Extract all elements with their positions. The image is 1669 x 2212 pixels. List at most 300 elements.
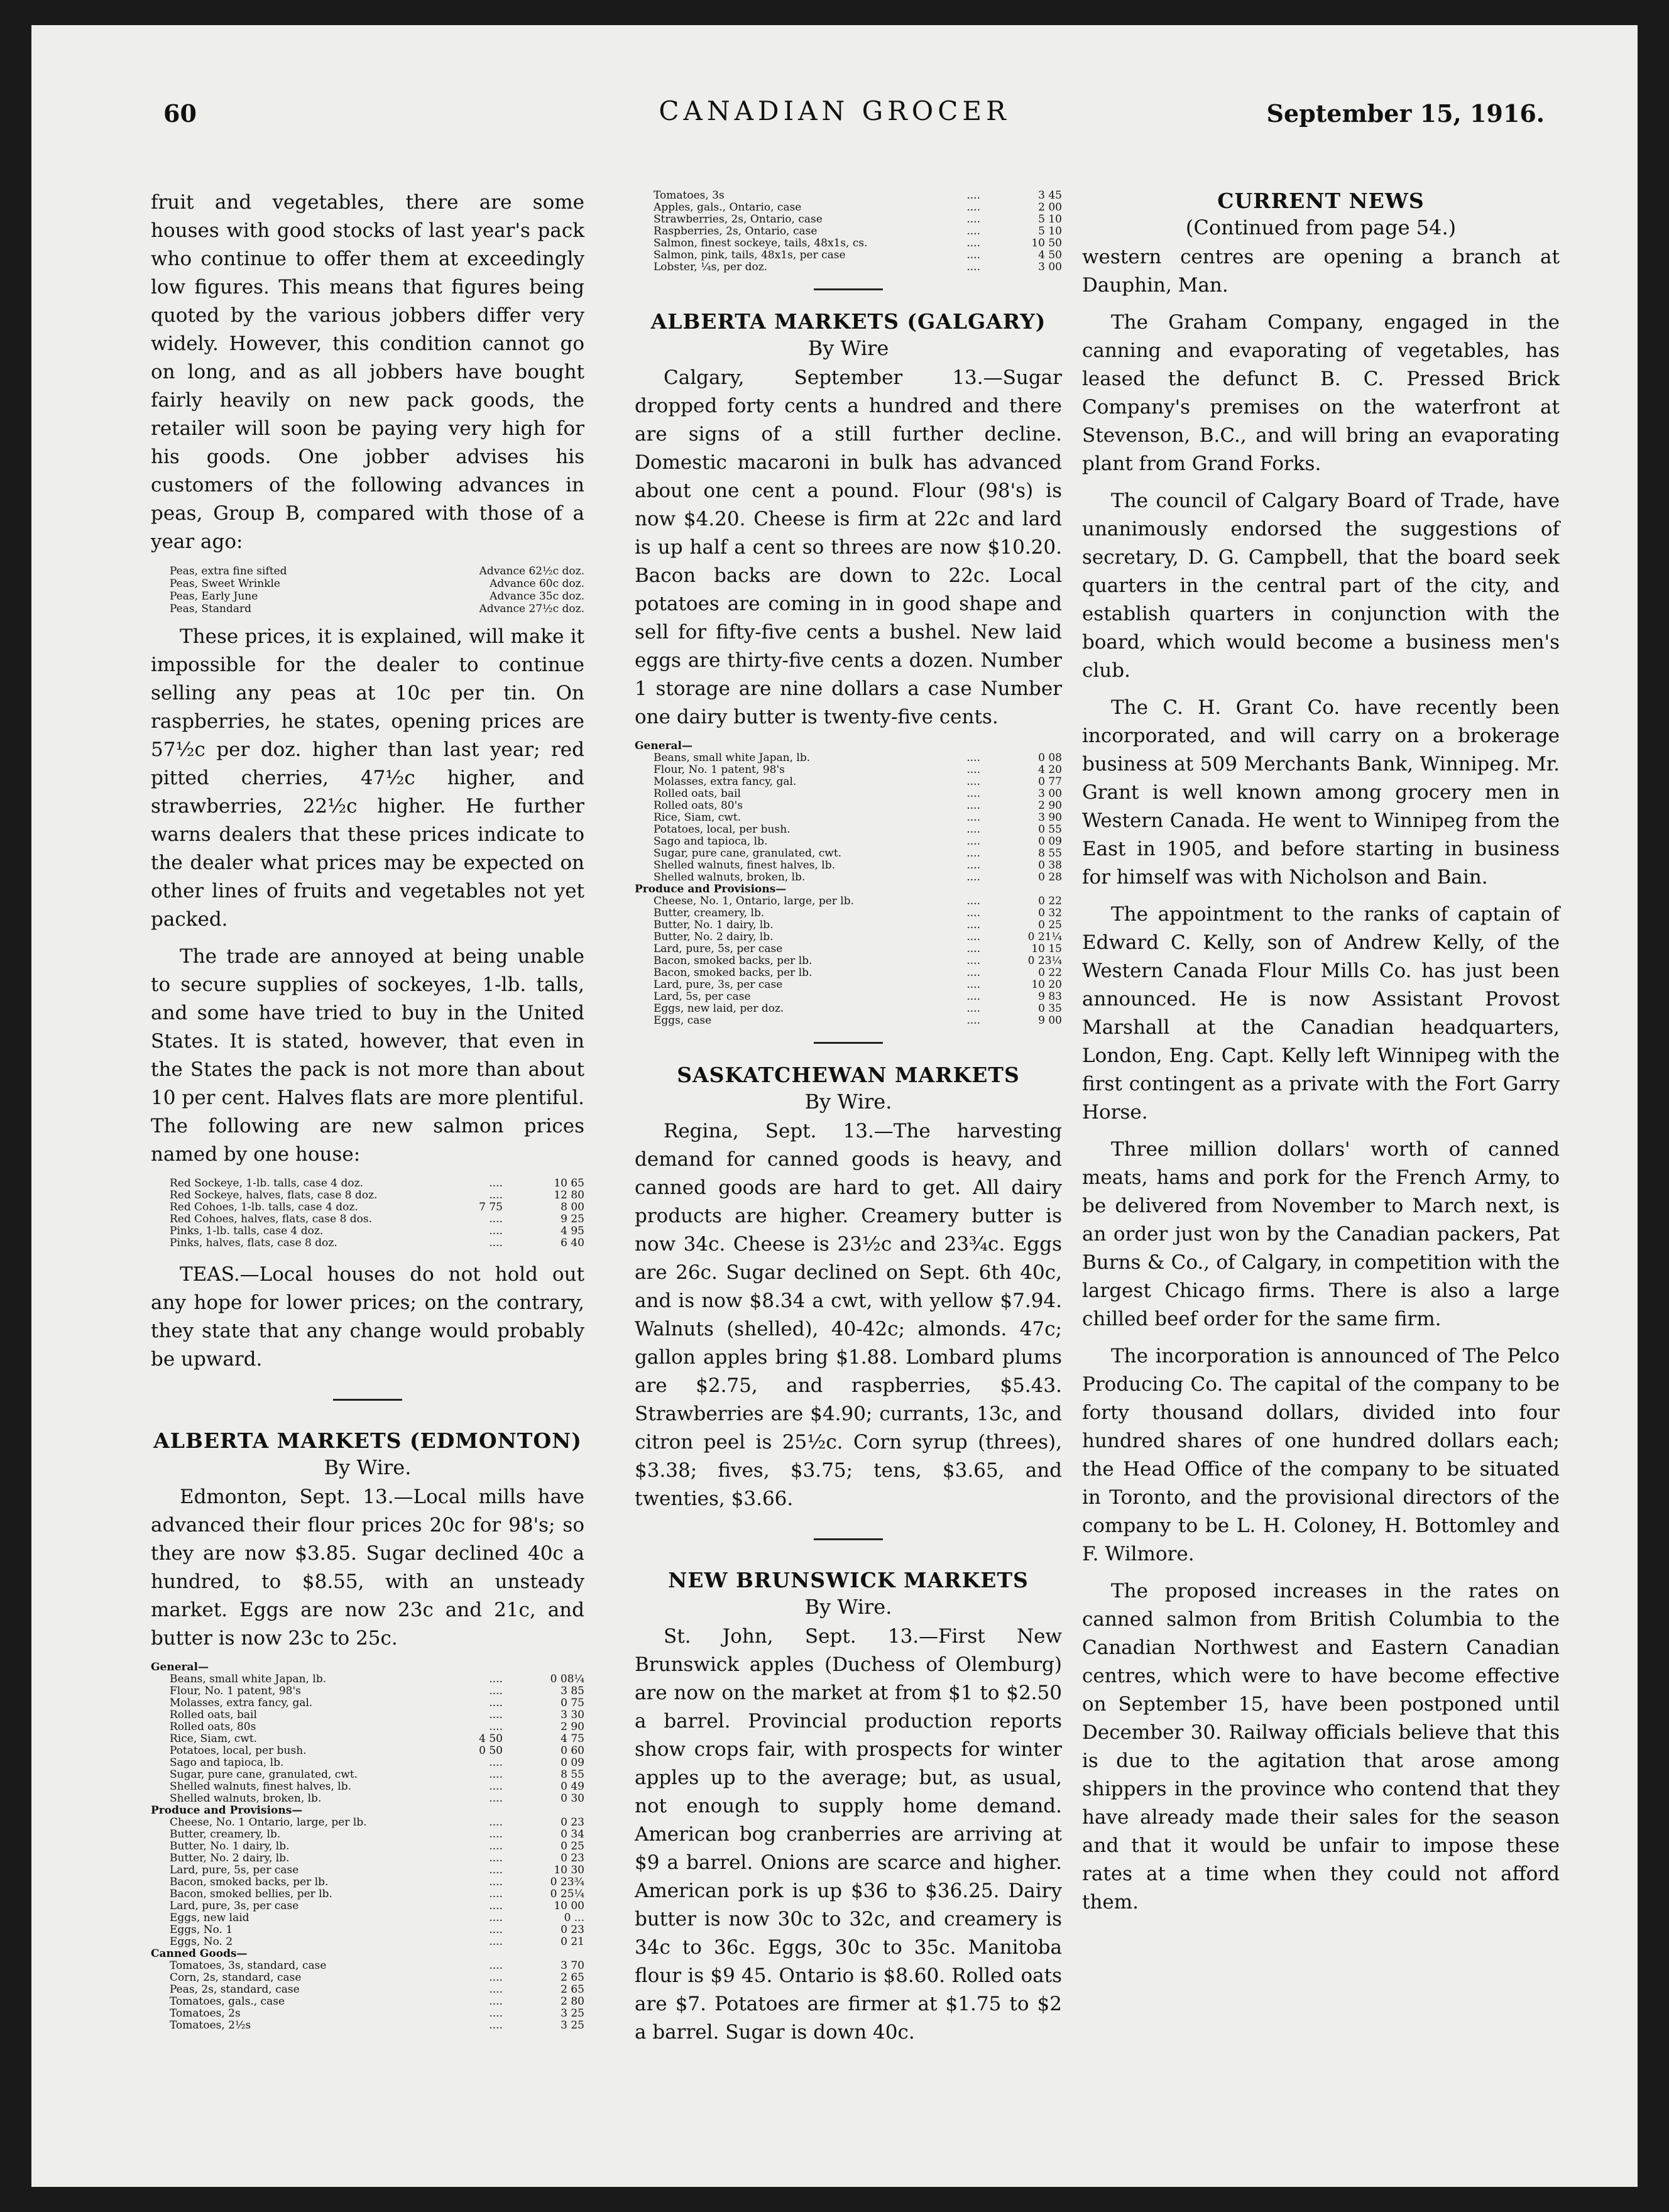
byline: By Wire. — [804, 1595, 892, 1619]
price-dots — [980, 752, 1018, 764]
price-low: .... — [489, 1888, 503, 1900]
price-low: .... — [489, 1213, 503, 1225]
price-dots — [980, 764, 1018, 776]
price-item-label: Rolled oats, bail — [654, 787, 741, 800]
price-item-label: Rice, Siam, cwt. — [654, 811, 741, 824]
price-low: .... — [489, 1864, 503, 1876]
price-dots — [980, 848, 1018, 860]
price-low: .... — [966, 859, 980, 872]
price-high: 3 25 — [561, 2019, 584, 2032]
section-divider — [333, 1399, 402, 1401]
price-row — [151, 1972, 584, 1984]
price-item-label: Potatoes, local, per bush. — [170, 1744, 307, 1757]
price-row — [151, 1936, 584, 1948]
price-item-label: Eggs, No. 1 — [170, 1924, 233, 1936]
price-row — [151, 1996, 584, 2008]
price-dots — [503, 1876, 540, 1888]
price-high: 0 21¼ — [1027, 931, 1062, 943]
price-high: 5 10 — [1038, 213, 1062, 226]
price-low: .... — [966, 919, 980, 931]
price-row — [635, 788, 1062, 800]
price-row — [151, 1781, 584, 1793]
price-low: .... — [489, 1768, 503, 1781]
price-high: 0 23 — [561, 1852, 584, 1864]
price-item-label: Lard, pure, 3s, per case — [170, 1900, 299, 1912]
price-high: 0 25¼ — [550, 1888, 584, 1900]
price-high: 2 65 — [561, 1971, 584, 1984]
price-high: 2 00 — [1038, 201, 1062, 214]
article-paragraph: Regina, Sept. 13.—The harvesting demand for canned goods is heavy, and canned goods are hard to get. All dairy products are higher. Creamery butter is now 34c. Cheese is 23½c and 23¾c. Eggs are 26c. Sugar declined on Sept. 6th 40c, and is now $8.34 a cwt, with yellow $7.94. Walnuts (shelled), 40-42c; almonds. 47c; gallon apples bring $1.88. Lombard plums are $2.75, and raspberries, $5.43. Strawberries are $4.90; currants, 13c, and citron peel is 25½c. Corn syrup (threes), $3.38; fives, $3.75; tens, $3.65, and twenties, $3.66. — [635, 1120, 1062, 1510]
price-low: .... — [966, 225, 980, 238]
price-dots — [503, 1829, 540, 1841]
price-item-label: Shelled walnuts, broken, lb. — [654, 871, 806, 884]
price-row — [151, 1864, 584, 1876]
calgary-price-table — [635, 740, 1062, 1027]
price-row — [151, 1984, 584, 1996]
price-item-label: Butter, No. 2 dairy, lb. — [654, 931, 774, 943]
salmon-price-table — [151, 1178, 584, 1249]
price-low: .... — [966, 907, 980, 919]
price-low: .... — [489, 1959, 503, 1972]
price-row — [635, 872, 1062, 884]
price-row — [635, 848, 1062, 860]
price-row — [635, 1015, 1062, 1027]
price-dots — [980, 190, 1018, 202]
price-high: 2 90 — [1038, 799, 1062, 812]
price-item-label: Rolled oats, 80s — [170, 1721, 256, 1733]
price-item-label: Raspberries, 2s, Ontario, case — [654, 225, 818, 238]
price-row — [151, 1793, 584, 1805]
price-low: .... — [489, 1912, 503, 1924]
price-low: .... — [966, 787, 980, 800]
price-row — [151, 1900, 584, 1912]
price-dots — [503, 1697, 540, 1709]
price-high: 4 95 — [561, 1225, 584, 1237]
price-high: 3 85 — [561, 1685, 584, 1697]
price-item-label: Butter, creamery, lb. — [170, 1828, 281, 1841]
price-low: .... — [966, 931, 980, 943]
price-high: 6 40 — [561, 1237, 584, 1249]
price-group-label: Produce and Provisions— — [635, 883, 787, 895]
price-low: .... — [489, 1840, 503, 1853]
advance-value: Advance 35c doz. — [490, 590, 584, 603]
price-item-label: Peas, Sweet Wrinkle — [170, 578, 280, 590]
price-high: 0 34 — [561, 1828, 584, 1841]
price-row — [151, 1709, 584, 1721]
price-dots — [503, 1733, 540, 1745]
price-row — [635, 943, 1062, 955]
price-row — [151, 2008, 584, 2020]
price-row — [635, 261, 1062, 273]
price-low: .... — [489, 1673, 503, 1685]
price-dots — [503, 1673, 540, 1685]
price-row — [151, 1924, 584, 1936]
price-low: .... — [966, 871, 980, 884]
price-dots — [980, 226, 1018, 238]
price-low: .... — [966, 1002, 980, 1015]
section-subheading: (Continued from page 54.) — [1185, 216, 1457, 239]
page-number: 60 — [163, 99, 197, 128]
price-dots — [503, 1960, 540, 1972]
price-high: 0 35 — [1038, 1002, 1062, 1015]
price-item-label: Shelled walnuts, finest halves, lb. — [654, 859, 836, 872]
price-row — [635, 1003, 1062, 1015]
price-high: 8 55 — [1038, 847, 1062, 860]
price-row — [635, 214, 1062, 226]
price-high: 12 80 — [554, 1189, 584, 1202]
price-row — [151, 1673, 584, 1685]
price-dots — [503, 1853, 540, 1864]
price-low: .... — [966, 764, 980, 776]
price-item-label: Molasses, extra fancy, gal. — [170, 1697, 313, 1709]
price-row — [635, 238, 1062, 249]
price-low: .... — [966, 189, 980, 202]
price-item-label: Lard, pure, 3s, per case — [654, 978, 783, 991]
price-high: 10 00 — [554, 1900, 584, 1912]
price-dots — [980, 955, 1018, 967]
price-item-label: Pinks, halves, flats, case 8 doz. — [170, 1237, 337, 1249]
price-dots — [980, 931, 1018, 943]
price-item-label: Bacon, smoked backs, per lb. — [170, 1876, 329, 1888]
price-row — [635, 967, 1062, 979]
price-high: 0 75 — [561, 1697, 584, 1709]
article-paragraph: Three million dollars' worth of canned meats, hams and pork for the French Army, to be delivered from November to March next, is an order just won by the Canadian packers, Pat Burns & Co., of Calgary, in competition with the largest Chicago firms. There is also a large chilled beef order for the same firm. — [1082, 1138, 1560, 1330]
price-high: 3 45 — [1038, 189, 1062, 202]
price-item-label: Tomatoes, 2½s — [170, 2019, 251, 2032]
article-paragraph: The council of Calgary Board of Trade, have unanimously endorsed the suggestions of secretary, D. G. Campbell, that the board seek quarters in the central part of the city, and establish quarters in conjunction with the board, which would become a business men's club. — [1082, 490, 1560, 682]
price-high: 0 23¾ — [550, 1876, 584, 1888]
price-item-label: Strawberries, 2s, Ontario, case — [654, 213, 823, 226]
price-high: 4 75 — [561, 1733, 584, 1745]
byline: By Wire. — [804, 1090, 892, 1114]
price-item-label: Sugar, pure cane, granulated, cwt. — [170, 1768, 358, 1781]
price-low: .... — [489, 1828, 503, 1841]
price-group-row — [635, 740, 1062, 752]
price-high: 0 23 — [561, 1816, 584, 1829]
price-row — [635, 955, 1062, 967]
price-dots — [980, 836, 1018, 848]
price-row — [151, 1757, 584, 1769]
price-item-label: Butter, No. 2 dairy, lb. — [170, 1852, 290, 1864]
article-paragraph: The C. H. Grant Co. have recently been incorporated, and will carry on a brokerage business at 509 Merchants Bank, Winnipeg. Mr. Grant is well known among grocery men in Western Canada. He went to Winnipeg from the East in 1905, and before starting in business for himself was with Nicholson and Bain. — [1082, 696, 1560, 889]
price-low: .... — [966, 966, 980, 979]
price-dots — [503, 1745, 540, 1757]
price-item-label: Eggs, new laid, per doz. — [654, 1002, 784, 1015]
price-row — [151, 578, 584, 590]
price-dots — [980, 824, 1018, 836]
price-dots — [980, 991, 1018, 1003]
price-high: 0 30 — [561, 1792, 584, 1805]
price-item-label: Molasses, extra fancy, gal. — [654, 775, 797, 788]
price-high: 10 50 — [1031, 237, 1062, 249]
price-row — [635, 226, 1062, 238]
price-low: .... — [966, 775, 980, 788]
price-item-label: Cheese, No. 1 Ontario, large, per lb. — [170, 1816, 367, 1829]
price-low: .... — [489, 1876, 503, 1888]
section-heading: ALBERTA MARKETS (GALGARY) — [650, 309, 1046, 334]
price-low: .... — [966, 978, 980, 991]
price-high: 3 25 — [561, 2007, 584, 2020]
article-paragraph: Calgary, September 13.—Sugar dropped forty cents a hundred and there are signs of a still further decline. Domestic macaroni in bulk has advanced about one cent a pound. Flour (98's) is now $4.20. Cheese is firm at 22c and lard is up half a cent so threes are now $10.20. Bacon backs are down to 22c. Local potatoes are coming in in good shape and sell for fifty-five cents a bushel. New laid eggs are thirty-five cents a dozen. Number 1 storage are nine dollars a case Number one dairy butter is twenty-five cents. — [635, 366, 1062, 728]
price-row — [151, 1960, 584, 1972]
price-dots — [980, 238, 1018, 249]
page-header — [31, 25, 1638, 151]
price-high: 9 25 — [561, 1213, 584, 1225]
price-row — [151, 1685, 584, 1697]
price-row — [635, 895, 1062, 907]
price-low: .... — [966, 811, 980, 824]
price-item-label: Lard, pure, 5s, per case — [654, 943, 783, 955]
price-dots — [503, 1757, 540, 1769]
price-dots — [980, 919, 1018, 931]
price-item-label: Bacon, smoked backs, per lb. — [654, 966, 813, 979]
price-item-label: Red Cohoes, halves, flats, case 8 dos. — [170, 1213, 373, 1225]
price-dots — [503, 1781, 540, 1793]
price-low: .... — [489, 1237, 503, 1249]
price-row — [151, 1697, 584, 1709]
price-dots — [503, 1793, 540, 1805]
price-high: 0 ... — [564, 1912, 584, 1924]
price-row — [151, 603, 584, 615]
price-dots — [503, 2020, 540, 2032]
price-dots — [503, 1864, 540, 1876]
price-item-label: Potatoes, local, per bush. — [654, 823, 791, 836]
price-high: 2 65 — [561, 1983, 584, 1996]
price-row — [151, 1769, 584, 1781]
price-dots — [980, 800, 1018, 812]
price-row — [151, 590, 584, 603]
price-item-label: Apples, gals., Ontario, case — [654, 201, 802, 214]
article-paragraph: Edmonton, Sept. 13.—Local mills have advanced their flour prices 20c for 98's; so they are now $3.85. Sugar declined 40c a hundred, to $8.55, with an unsteady market. Eggs are now 23c and 21c, and butter is now 23c to 25c. — [151, 1486, 584, 1650]
price-dots — [503, 1984, 540, 1996]
price-item-label: Lard, pure, 5s, per case — [170, 1864, 299, 1876]
price-item-label: Red Cohoes, 1-lb. talls, case 4 doz. — [170, 1201, 358, 1213]
price-high: 3 90 — [1038, 811, 1062, 824]
price-low: .... — [966, 799, 980, 812]
price-high: 3 70 — [561, 1959, 584, 1972]
price-high: 0 25 — [1038, 919, 1062, 931]
section-heading: NEW BRUNSWICK MARKETS — [668, 1568, 1029, 1592]
price-item-label: Peas, Standard — [170, 603, 251, 615]
price-item-label: Red Sockeye, halves, flats, case 8 doz. — [170, 1189, 378, 1202]
price-row — [151, 1745, 584, 1757]
price-item-label: Cheese, No. 1, Ontario, large, per lb. — [654, 895, 855, 907]
price-item-label: Rolled oats, 80's — [654, 799, 743, 812]
section-heading: ALBERTA MARKETS (EDMONTON) — [153, 1428, 582, 1453]
price-row — [635, 979, 1062, 991]
price-row — [151, 565, 584, 578]
article-paragraph: St. John, Sept. 13.—First New Brunswick apples (Duchess of Olemburg) are now on the market at from $1 to $2.50 a barrel. Provincial production reports show crops fair, with prospects for winter apples up to the average; but, as usual, not enough to supply home demand. American bog cranberries are arriving at $9 a barrel. Onions are scarce and higher. American pork is up $36 to $36.25. Dairy butter is now 30c to 32c, and creamery is 34c to 36c. Eggs, 30c to 35c. Manitoba flour is $9 45. Ontario is $8.60. Rolled oats are $7. Potatoes are firmer at $1.75 to $2 a barrel. Sugar is down 40c. — [635, 1625, 1062, 2044]
price-high: 0 28 — [1038, 871, 1062, 884]
price-item-label: Flour, No. 1 patent, 98's — [654, 764, 785, 776]
price-high: 8 55 — [561, 1768, 584, 1781]
price-dots — [503, 1190, 540, 1202]
price-item-label: Lobster, ¼s, per doz. — [654, 261, 768, 273]
price-high: 0 08¼ — [550, 1673, 584, 1685]
price-high: 10 30 — [554, 1864, 584, 1876]
price-row — [635, 812, 1062, 824]
price-item-label: Pinks, 1-lb. talls, case 4 doz. — [170, 1225, 324, 1237]
price-low: .... — [966, 752, 980, 764]
price-row — [635, 800, 1062, 812]
price-high: 0 23¼ — [1027, 955, 1062, 967]
price-row — [151, 1237, 584, 1249]
price-row — [151, 1888, 584, 1900]
price-high: 0 77 — [1038, 775, 1062, 788]
price-dots — [980, 776, 1018, 788]
price-high: 10 20 — [1031, 978, 1062, 991]
price-low: 4 50 — [479, 1733, 503, 1745]
price-high: 3 30 — [561, 1709, 584, 1721]
price-item-label: Eggs, case — [654, 1014, 712, 1027]
price-item-label: Sugar, pure cane, granulated, cwt. — [654, 847, 842, 860]
edmonton-price-table — [151, 1662, 584, 2032]
price-dots — [503, 1841, 540, 1853]
price-low: .... — [966, 201, 980, 214]
price-dots — [503, 1213, 540, 1225]
price-dots — [503, 1709, 540, 1721]
price-low: .... — [489, 2007, 503, 2020]
price-high: 3 00 — [1038, 787, 1062, 800]
price-low: .... — [489, 1995, 503, 2008]
price-dots — [980, 872, 1018, 884]
price-low: .... — [489, 1816, 503, 1829]
price-dots — [503, 1912, 540, 1924]
price-dots — [503, 1924, 540, 1936]
price-row — [151, 1190, 584, 1202]
price-row — [635, 824, 1062, 836]
price-dots — [980, 907, 1018, 919]
price-row — [151, 1178, 584, 1190]
price-high: 10 65 — [554, 1177, 584, 1190]
price-high: 4 20 — [1038, 764, 1062, 776]
price-row — [151, 1817, 584, 1829]
price-dots — [503, 1225, 540, 1237]
price-low: .... — [489, 1780, 503, 1793]
price-row — [635, 907, 1062, 919]
price-dots — [980, 860, 1018, 872]
price-group-label: General— — [635, 740, 692, 752]
price-item-label: Salmon, pink, tails, 48x1s, per case — [654, 249, 846, 261]
price-row — [635, 836, 1062, 848]
price-item-label: Tomatoes, 3s — [654, 189, 725, 202]
article-paragraph: western centres are opening a branch at Dauphin, Man. — [1082, 246, 1560, 297]
price-low: .... — [489, 1697, 503, 1709]
price-row — [635, 249, 1062, 261]
price-high: 0 22 — [1038, 895, 1062, 907]
price-high: 5 10 — [1038, 225, 1062, 238]
price-low: .... — [489, 1900, 503, 1912]
byline: By Wire. — [324, 1455, 412, 1479]
price-dots — [503, 1721, 540, 1733]
price-item-label: Salmon, finest sockeye, tails, 48x1s, cs. — [654, 237, 868, 249]
price-high: 0 09 — [1038, 835, 1062, 848]
price-item-label: Tomatoes, 2s — [170, 2007, 241, 2020]
advance-value: Advance 62½c doz. — [479, 565, 584, 578]
price-low: .... — [489, 1756, 503, 1769]
publication-title: CANADIAN GROCER — [659, 96, 1010, 126]
price-high: 8 00 — [561, 1201, 584, 1213]
price-item-label: Butter, No. 1 dairy, lb. — [170, 1840, 290, 1853]
price-row — [151, 1841, 584, 1853]
price-low: .... — [489, 1721, 503, 1733]
price-item-label: Peas, extra fine sifted — [170, 565, 287, 578]
price-dots — [980, 788, 1018, 800]
price-low: .... — [966, 990, 980, 1003]
price-group-row — [151, 1805, 584, 1817]
price-dots — [503, 1769, 540, 1781]
price-dots — [503, 1900, 540, 1912]
price-item-label: Rice, Siam, cwt. — [170, 1733, 258, 1745]
price-row — [635, 752, 1062, 764]
price-dots — [980, 895, 1018, 907]
price-low: 0 50 — [479, 1744, 503, 1757]
article-paragraph: The trade are annoyed at being unable to secure supplies of sockeyes, 1-lb. talls, and some have tried to buy in the United States. It is stated, however, that even in the States the pack is not more than about 10 per cent. Halves flats are more plentiful. The following are new salmon prices named by one house: — [151, 945, 584, 1166]
price-low: .... — [489, 1852, 503, 1864]
price-item-label: Beans, small white Japan, lb. — [170, 1673, 327, 1685]
price-item-label: Eggs, new laid — [170, 1912, 249, 1924]
section-divider — [814, 1042, 883, 1044]
price-item-label: Bacon, smoked backs, per lb. — [654, 955, 813, 967]
price-dots — [503, 1936, 540, 1948]
advance-value: Advance 60c doz. — [490, 578, 584, 590]
price-dots — [503, 1685, 540, 1697]
price-dots — [980, 214, 1018, 226]
price-group-row — [635, 884, 1062, 895]
price-item-label: Sago and tapioca, lb. — [170, 1756, 284, 1769]
price-low: .... — [966, 835, 980, 848]
byline: By Wire — [807, 336, 889, 360]
price-row — [635, 202, 1062, 214]
price-dots — [980, 967, 1018, 979]
section-heading: CURRENT NEWS — [1217, 189, 1425, 213]
price-high: 0 23 — [561, 1924, 584, 1936]
price-dots — [980, 943, 1018, 955]
price-low: .... — [489, 1924, 503, 1936]
article-paragraph: fruit and vegetables, there are some houses with good stocks of last year's pack who continue to offer them at exceedingly low figures. This means that figures being quoted by the various jobbers differ very widely. However, this condition cannot go on long, and as all jobbers have bought fairly heavily on new pack goods, the retailer will soon be paying very high for his goods. One jobber advises his customers of the following advances in peas, Group B, compared with those of a year ago: — [151, 191, 584, 553]
price-low: .... — [489, 1685, 503, 1697]
price-low: 7 75 — [479, 1201, 503, 1213]
canned-price-table — [635, 190, 1062, 273]
price-item-label: Eggs, No. 2 — [170, 1936, 233, 1948]
price-high: 10 15 — [1031, 943, 1062, 955]
price-high: 0 38 — [1038, 859, 1062, 872]
price-item-label: Peas, 2s, standard, case — [170, 1983, 300, 1996]
article-paragraph: The Graham Company, engaged in the canning and evaporating of vegetables, has leased the defunct B. C. Pressed Brick Company's premises on the waterfront at Stevenson, B.C., and will bring an evaporating plant from Grand Forks. — [1082, 311, 1560, 475]
price-low: .... — [489, 1936, 503, 1948]
price-item-label: Tomatoes, gals., case — [170, 1995, 285, 2008]
price-high: 0 49 — [561, 1780, 584, 1793]
price-row — [635, 764, 1062, 776]
price-dots — [980, 1015, 1018, 1027]
price-item-label: Peas, Early June — [170, 590, 258, 603]
price-row — [151, 2020, 584, 2032]
price-high: 0 21 — [561, 1936, 584, 1948]
section-heading: SASKATCHEWAN MARKETS — [677, 1063, 1020, 1087]
advance-value: Advance 27½c doz. — [479, 603, 584, 615]
price-low: .... — [489, 1177, 503, 1190]
price-group-row — [151, 1662, 584, 1673]
price-dots — [980, 1003, 1018, 1015]
section-divider — [814, 288, 883, 290]
price-item-label: Lard, 5s, per case — [654, 990, 751, 1003]
price-row — [151, 1225, 584, 1237]
price-high: 9 83 — [1038, 990, 1062, 1003]
newspaper-page — [31, 25, 1638, 2187]
price-item-label: Flour, No. 1 patent, 98's — [170, 1685, 301, 1697]
issue-date: September 15, 1916. — [1266, 99, 1545, 128]
price-high: 9 00 — [1038, 1014, 1062, 1027]
